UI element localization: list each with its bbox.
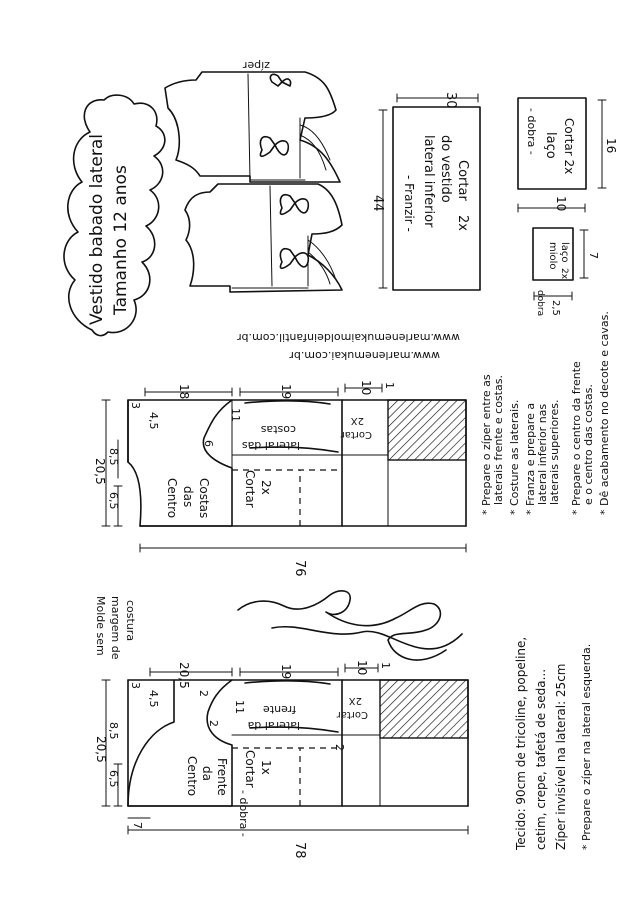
bow-center-height: 2,5 bbox=[550, 300, 561, 316]
instructions-list bbox=[480, 311, 611, 515]
bow-center-width: 7 bbox=[587, 252, 600, 259]
flounce-label-3: Cortar bbox=[455, 160, 470, 201]
front-center-2: da bbox=[200, 766, 214, 781]
front-dim-2b: 2 bbox=[207, 720, 220, 727]
front-cut-1: Cortar bbox=[243, 750, 257, 788]
front-fold: - dobra - bbox=[237, 790, 250, 837]
back-cut-1: Cortar bbox=[243, 470, 257, 508]
front-dim-armhole-top: 3 bbox=[129, 682, 142, 689]
front-dim-7: 7 bbox=[131, 822, 144, 829]
instruction-5: lateral inferior nas bbox=[536, 403, 549, 505]
back-dim-shoulder: 4,5 bbox=[147, 412, 160, 430]
instruction-9: * Dê acabamento no decote e cavas. bbox=[598, 311, 611, 515]
bow-center-piece bbox=[533, 228, 600, 316]
instruction-8: e o centro das costas. bbox=[582, 384, 595, 505]
front-dim-shoulder: 4,5 bbox=[147, 690, 160, 708]
back-cut-2: 2x bbox=[259, 480, 273, 495]
flounce-label-1: lateral inferior bbox=[421, 135, 436, 228]
instruction-6: laterais superiores. bbox=[548, 399, 561, 505]
back-side-cut-2: 2X bbox=[350, 415, 364, 426]
front-dim-width: 20,5 bbox=[94, 736, 108, 763]
front-center-3: Frente bbox=[215, 758, 229, 796]
note-seam-3: costura bbox=[124, 600, 137, 642]
front-dim-1: 1 bbox=[379, 662, 392, 669]
bow-center-label-1: miolo bbox=[547, 242, 558, 270]
front-cut-2: 1x bbox=[259, 760, 273, 775]
bow-cut: Cortar 2x bbox=[562, 118, 576, 175]
back-dim-19: 19 bbox=[279, 384, 293, 400]
fabric-line-4: * Prepare o zíper na lateral esquerda. bbox=[580, 643, 593, 850]
bow-center-fold: dobra bbox=[535, 290, 545, 317]
back-center-3: Costas bbox=[197, 478, 211, 519]
title-cloud bbox=[64, 95, 165, 336]
front-dim-width-alt: 20,5 bbox=[177, 662, 191, 689]
instruction-4: * Franza e prepare a bbox=[524, 402, 537, 515]
title-line2: Tamanho 12 anos bbox=[111, 165, 131, 315]
bow-width: 16 bbox=[604, 138, 618, 154]
instruction-1: * Prepare o zíper entre as bbox=[480, 374, 493, 515]
front-side-label-2: frente bbox=[263, 703, 296, 716]
flounce-label-2: do vestido bbox=[438, 135, 453, 203]
bow-piece bbox=[518, 98, 618, 212]
back-dim-length: 76 bbox=[292, 560, 307, 577]
note-seam bbox=[94, 596, 137, 660]
bow-center-qty: 2x bbox=[559, 268, 569, 280]
front-center-1: Centro bbox=[185, 756, 199, 797]
flounce-qty: 2x bbox=[455, 215, 470, 231]
back-dim-armhole-top: 3 bbox=[129, 402, 142, 409]
fabric-line-1: Tecido: 90cm de tricoline, popeline, bbox=[514, 636, 528, 850]
back-dim-1: 1 bbox=[383, 382, 396, 389]
instruction-2: laterais frente e costas. bbox=[492, 375, 505, 505]
signature-scribble bbox=[238, 591, 462, 660]
flounce-width: 30 bbox=[443, 92, 458, 109]
back-center-1: Centro bbox=[165, 478, 179, 519]
front-dim-10: 10 bbox=[355, 660, 369, 676]
dress-sketch-back bbox=[165, 59, 340, 182]
back-dim-armhole: 6 bbox=[202, 440, 215, 447]
fabric-line-2: cetim, crepe, tafetá de seda... bbox=[534, 668, 548, 850]
front-piece bbox=[94, 660, 468, 859]
front-dim-neck: 6,5 bbox=[107, 770, 120, 788]
dress-sketch-front bbox=[185, 184, 342, 292]
instruction-7: * Prepare o centro da frente bbox=[570, 361, 583, 515]
front-dim-19: 19 bbox=[279, 664, 293, 680]
flounce-piece bbox=[370, 92, 480, 290]
back-dim-neck: 6,5 bbox=[107, 492, 120, 510]
website-url-2: www.marlenemukaimoldeinfantil.com.br bbox=[237, 331, 460, 344]
back-center-2: das bbox=[181, 486, 195, 508]
zip-label: zíper bbox=[242, 59, 270, 72]
back-side-cut-1: Cortar bbox=[340, 429, 372, 440]
back-piece bbox=[93, 380, 466, 577]
note-seam-1: Molde sem bbox=[94, 596, 107, 656]
websites bbox=[237, 331, 460, 362]
back-dim-side-top: 11 bbox=[229, 408, 242, 422]
flounce-gather: - Franzir - bbox=[402, 175, 416, 232]
front-dim-2a: 2 bbox=[197, 690, 210, 697]
front-dim-side-top: 11 bbox=[233, 700, 246, 714]
front-dim-2c: 2 bbox=[333, 744, 346, 751]
front-side-cut-1: Cortar bbox=[336, 709, 368, 720]
back-dim-width: 20,5 bbox=[93, 458, 107, 485]
fabric-notes bbox=[514, 637, 593, 851]
back-dim-18: 18 bbox=[177, 384, 191, 400]
back-dim-shoulder-drop: 8,5 bbox=[107, 448, 120, 466]
website-url-1: www.marlenemukai.com.br bbox=[289, 349, 440, 362]
front-side-cut-2: 2X bbox=[348, 695, 362, 706]
bow-center-label-2: laço bbox=[559, 242, 570, 263]
front-side-label-1: lateral da bbox=[247, 719, 300, 732]
bow-fold: - dobra - bbox=[525, 108, 538, 155]
bow-label: laço bbox=[543, 132, 558, 159]
bow-height: 10 bbox=[554, 196, 568, 212]
back-side-label-1: lateral das bbox=[241, 439, 300, 452]
back-dim-10: 10 bbox=[359, 380, 373, 396]
back-side-label-2: costas bbox=[260, 423, 296, 436]
instruction-3: * Costure as laterais. bbox=[508, 399, 521, 515]
note-seam-2: margem de bbox=[109, 596, 122, 660]
flounce-height: 44 bbox=[370, 195, 385, 212]
front-dim-shoulder-drop: 8,5 bbox=[107, 722, 120, 740]
front-dim-length: 78 bbox=[292, 842, 307, 859]
fabric-line-3: Zíper invisível na lateral: 25cm bbox=[554, 663, 568, 850]
title-line1: Vestido babado lateral bbox=[87, 133, 107, 325]
